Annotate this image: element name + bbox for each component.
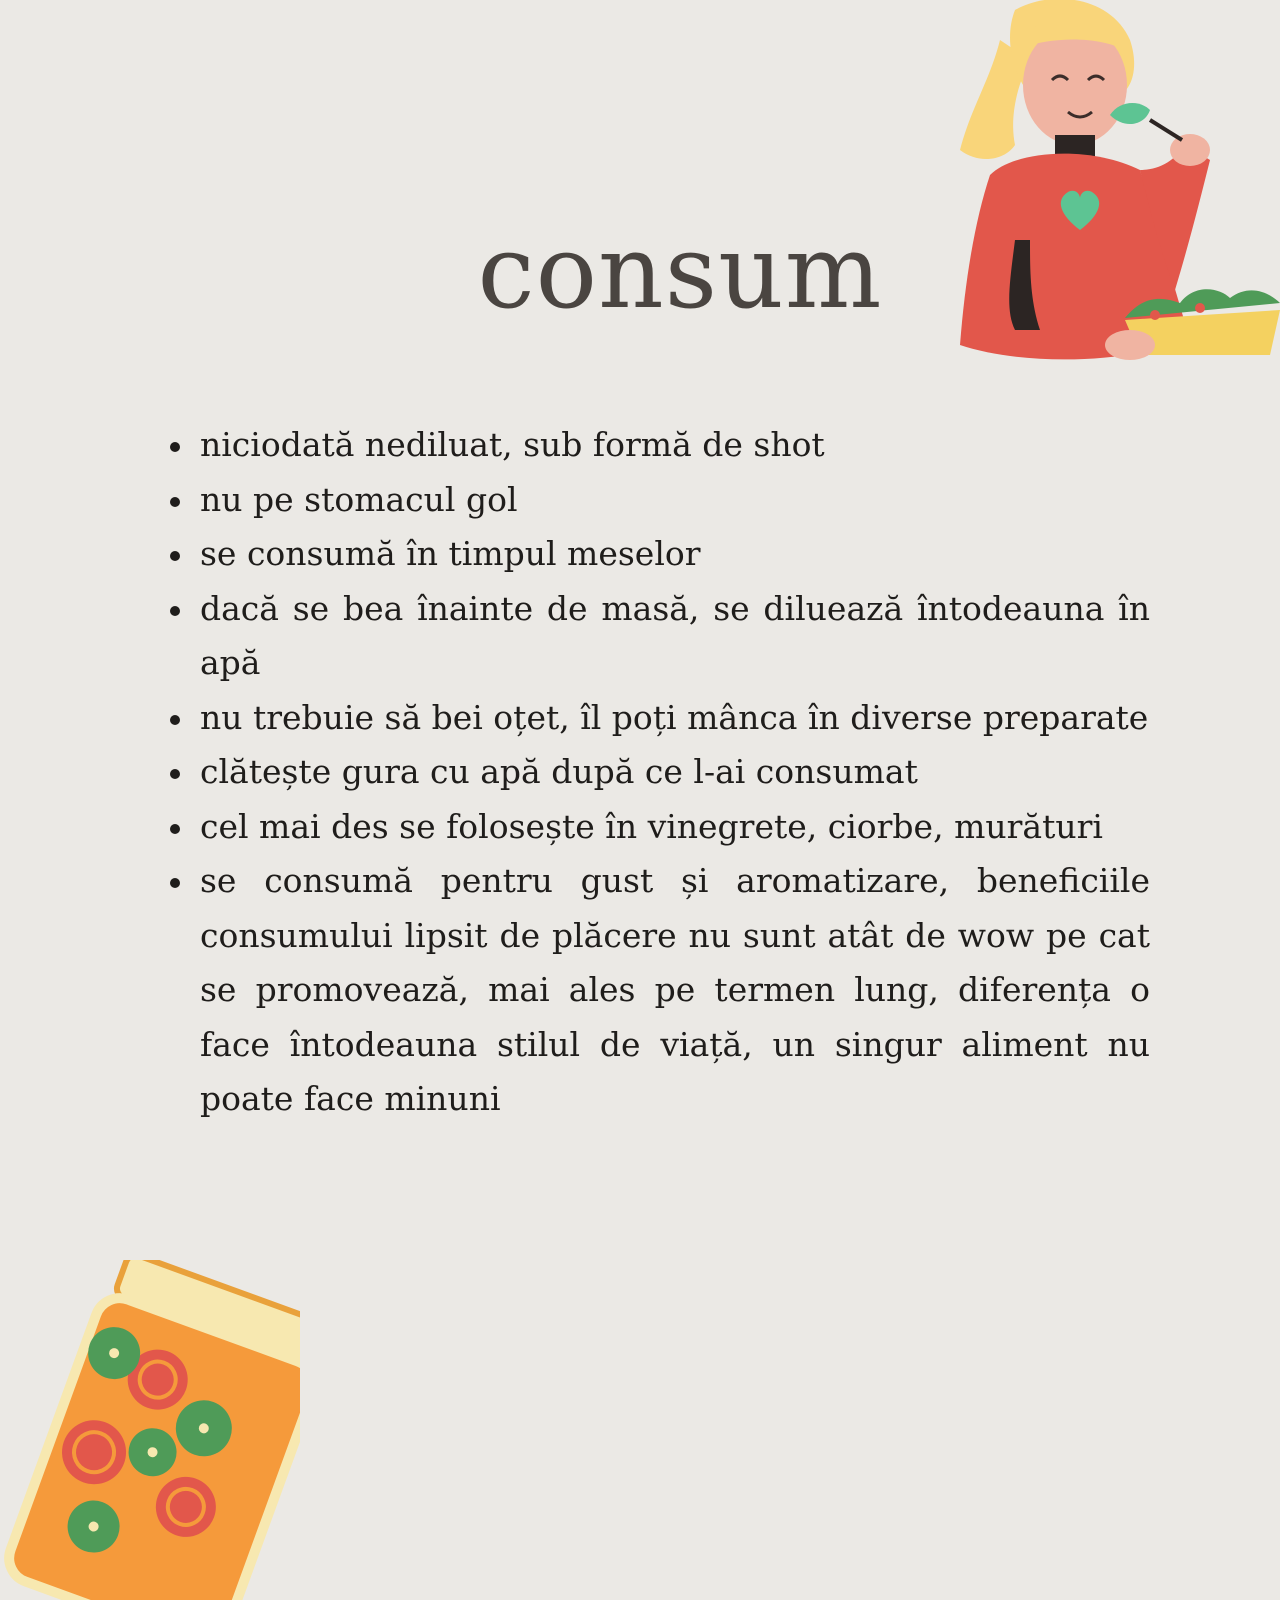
bullet-item: dacă se bea înainte de masă, se diluează întodeauna în apă xyxy=(200,582,1150,691)
bullet-item: se consumă pentru gust și aromatizare, beneficiile consumului lipsit de plăcere nu sunt atât de wow pe cat se promovează, mai ales pe termen lung, diferența o face întodeauna stilul de viață, un singur aliment nu poate face minuni xyxy=(200,854,1150,1127)
bullet-item: niciodată nediluat, sub formă de shot xyxy=(200,418,1150,473)
bullet-item: nu trebuie să bei oțet, îl poți mânca în diverse preparate xyxy=(200,691,1150,746)
bullet-item: cel mai des se folosește în vinegrete, ciorbe, murături xyxy=(200,800,1150,855)
bullet-item: se consumă în timpul meselor xyxy=(200,527,1150,582)
bullet-item: clătește gura cu apă după ce l-ai consumat xyxy=(200,745,1150,800)
pickle-jar-icon xyxy=(0,1260,300,1600)
bullet-list xyxy=(200,418,1150,1127)
page-title: consum xyxy=(477,213,883,332)
bullet-item: nu pe stomacul gol xyxy=(200,473,1150,528)
woman-eating-salad-icon xyxy=(960,0,1280,380)
